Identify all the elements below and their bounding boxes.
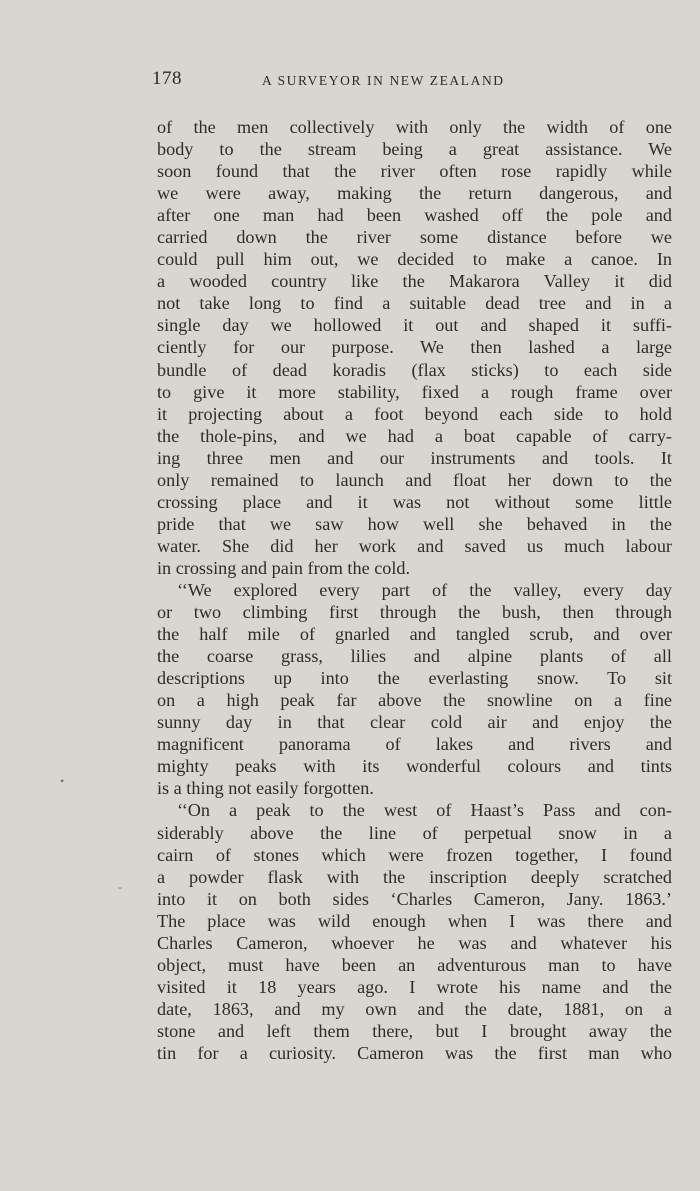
text-line: bundle of dead koradis (flax sticks) to each side (157, 359, 672, 380)
text-line: single day we hollowed it out and shaped it suffi- (157, 315, 672, 336)
text-line: carried down the river some distance before we (157, 227, 672, 248)
text-line: could pull him out, we decided to make a canoe. In (157, 249, 672, 270)
text-line: the coarse grass, lilies and alpine plants of all (157, 646, 672, 667)
text-line: we were away, making the return dangerous, and (157, 183, 672, 204)
text-line: ciently for our purpose. We then lashed a large (157, 337, 672, 358)
text-line: object, must have been an adventurous man to have (157, 954, 672, 975)
text-line: The place was wild enough when I was there and (157, 910, 672, 931)
text-line: not take long to find a suitable dead tree and in a (157, 293, 672, 314)
text-line: water. She did her work and saved us much labour (157, 535, 672, 556)
text-line: in crossing and pain from the cold. (157, 557, 411, 578)
text-line: soon found that the river often rose rapidly while (157, 161, 672, 182)
text-line: or two climbing first through the bush, then through (157, 602, 672, 623)
margin-speck: - (118, 880, 122, 894)
text-line: stone and left them there, but I brought away the (157, 1020, 672, 1041)
text-line: cairn of stones which were frozen together, I found (157, 844, 672, 865)
text-line: descriptions up into the everlasting snow. To sit (157, 668, 672, 689)
text-line: sunny day in that clear cold air and enjoy the (157, 712, 672, 733)
text-line: visited it 18 years ago. I wrote his name and the (157, 976, 672, 997)
text-line: ‘‘We explored every part of the valley, every day (177, 579, 672, 600)
page-number: 178 (152, 68, 182, 89)
text-line: after one man had been washed off the pole and (157, 205, 672, 226)
text-line: ‘‘On a peak to the west of Haast’s Pass and con- (177, 800, 672, 821)
text-line: body to the stream being a great assistance. We (157, 139, 672, 160)
text-line: the half mile of gnarled and tangled scrub, and over (157, 624, 672, 645)
text-line: Charles Cameron, whoever he was and whatever his (157, 932, 672, 953)
text-line: pride that we saw how well she behaved in the (157, 513, 672, 534)
text-line: it projecting about a foot beyond each side to hold (157, 403, 672, 424)
text-line: into it on both sides ‘Charles Cameron, Jany. 1863.’ (157, 888, 672, 909)
text-line: crossing place and it was not without some little (157, 491, 672, 512)
text-line: ing three men and our instruments and tools. It (157, 447, 672, 468)
text-line: a powder flask with the inscription deeply scratched (157, 866, 672, 887)
text-line: a wooded country like the Makarora Valley it did (157, 271, 672, 292)
text-line: on a high peak far above the snowline on a fine (157, 690, 672, 711)
text-line: magnificent panorama of lakes and rivers and (157, 734, 672, 755)
text-line: siderably above the line of perpetual snow in a (157, 822, 672, 843)
text-line: the thole-pins, and we had a boat capable of carry- (157, 425, 672, 446)
text-line: is a thing not easily forgotten. (157, 778, 374, 799)
text-line: of the men collectively with only the width of one (157, 117, 672, 137)
text-line: mighty peaks with its wonderful colours and tints (157, 756, 672, 777)
text-line: date, 1863, and my own and the date, 1881, on a (157, 998, 672, 1019)
text-line: tin for a curiosity. Cameron was the first man who (157, 1042, 672, 1063)
running-head: A SURVEYOR IN NEW ZEALAND (262, 73, 505, 88)
text-line: to give it more stability, fixed a rough frame over (157, 381, 672, 402)
text-line: only remained to launch and float her down to the (157, 469, 672, 490)
margin-speck: • (60, 774, 65, 788)
body-text (157, 116, 672, 1064)
page-header (152, 68, 674, 98)
